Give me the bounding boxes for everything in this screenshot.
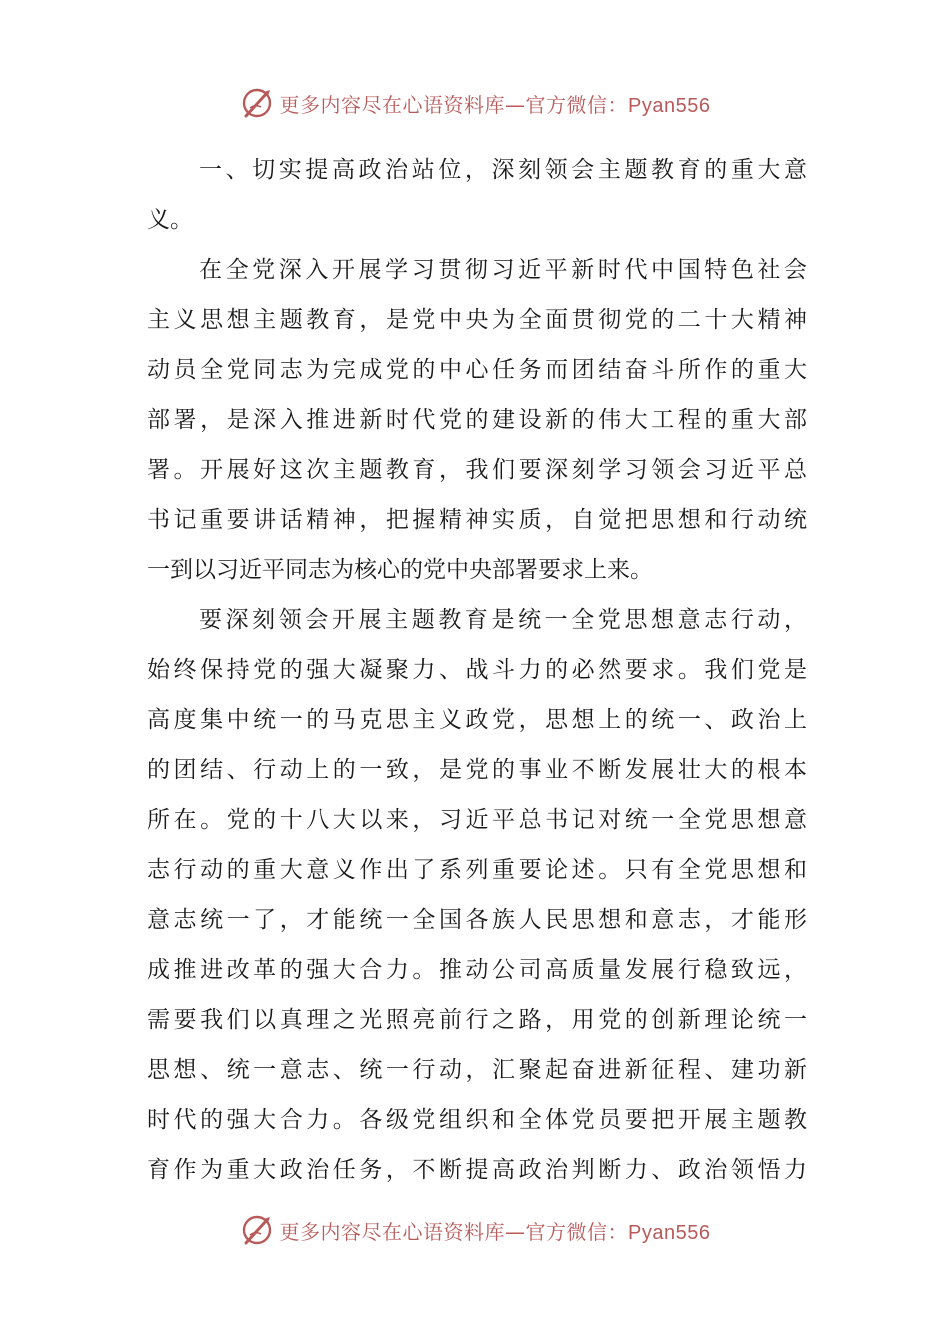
text-line: 一、切实提高政治站位，深刻领会主题教育的重大意 (199, 157, 807, 183)
text-line: 需要我们以真理之光照亮前行之路，用党的创新理论统一 (147, 1007, 807, 1033)
text-line: 书记重要讲话精神，把握精神实质，自觉把思想和行动统 (147, 507, 807, 533)
text-line: 育作为重大政治任务，不断提高政治判断力、政治领悟力 (147, 1157, 807, 1183)
watermark-text (280, 89, 711, 118)
document-body (147, 145, 807, 1195)
paragraph (147, 145, 807, 245)
text-line: 成推进改革的强大合力。推动公司高质量发展行稳致远， (147, 957, 807, 983)
header-watermark-banner (0, 85, 950, 121)
text-line: 始终保持党的强大凝聚力、战斗力的必然要求。我们党是 (147, 657, 807, 683)
text-line: 时代的强大合力。各级党组织和全体党员要把开展主题教 (147, 1107, 807, 1133)
paragraph (147, 245, 807, 595)
pen-circle-logo-icon (240, 86, 274, 120)
text-line: 意志统一了，才能统一全国各族人民思想和意志，才能形 (147, 907, 807, 933)
text-line: 在全党深入开展学习贯彻习近平新时代中国特色社会 (199, 257, 807, 283)
text-line: 主义思想主题教育，是党中央为全面贯彻党的二十大精神 (147, 307, 807, 333)
watermark-prefix: 更多内容尽在心语资料库—官方微信： (279, 92, 629, 117)
text-line: 部署，是深入推进新时代党的建设新的伟大工程的重大部 (147, 407, 807, 433)
text-line: 高度集中统一的马克思主义政党，思想上的统一、政治上 (147, 707, 807, 733)
text-line: 所在。党的十八大以来，习近平总书记对统一全党思想意 (147, 807, 807, 833)
watermark-wechat-id: Pyan556 (628, 1221, 711, 1244)
text-line: 动员全党同志为完成党的中心任务而团结奋斗所作的重大 (147, 357, 807, 383)
footer-watermark-banner (0, 1212, 950, 1248)
text-line: 志行动的重大意义作出了系列重要论述。只有全党思想和 (147, 857, 807, 883)
pen-circle-logo-icon (240, 1213, 274, 1247)
text-line: 一到以习近平同志为核心的党中央部署要求上来。 (147, 557, 653, 583)
text-line: 义。 (147, 207, 193, 233)
watermark-prefix: 更多内容尽在心语资料库—官方微信： (279, 1219, 629, 1244)
watermark-text (280, 1216, 711, 1245)
text-line: 要深刻领会开展主题教育是统一全党思想意志行动， (199, 607, 807, 633)
text-line: 思想、统一意志、统一行动，汇聚起奋进新征程、建功新 (147, 1057, 807, 1083)
paragraph (147, 595, 807, 1195)
watermark-wechat-id: Pyan556 (628, 94, 711, 117)
text-line: 署。开展好这次主题教育，我们要深刻学习领会习近平总 (147, 457, 807, 483)
text-line: 的团结、行动上的一致，是党的事业不断发展壮大的根本 (147, 757, 807, 783)
